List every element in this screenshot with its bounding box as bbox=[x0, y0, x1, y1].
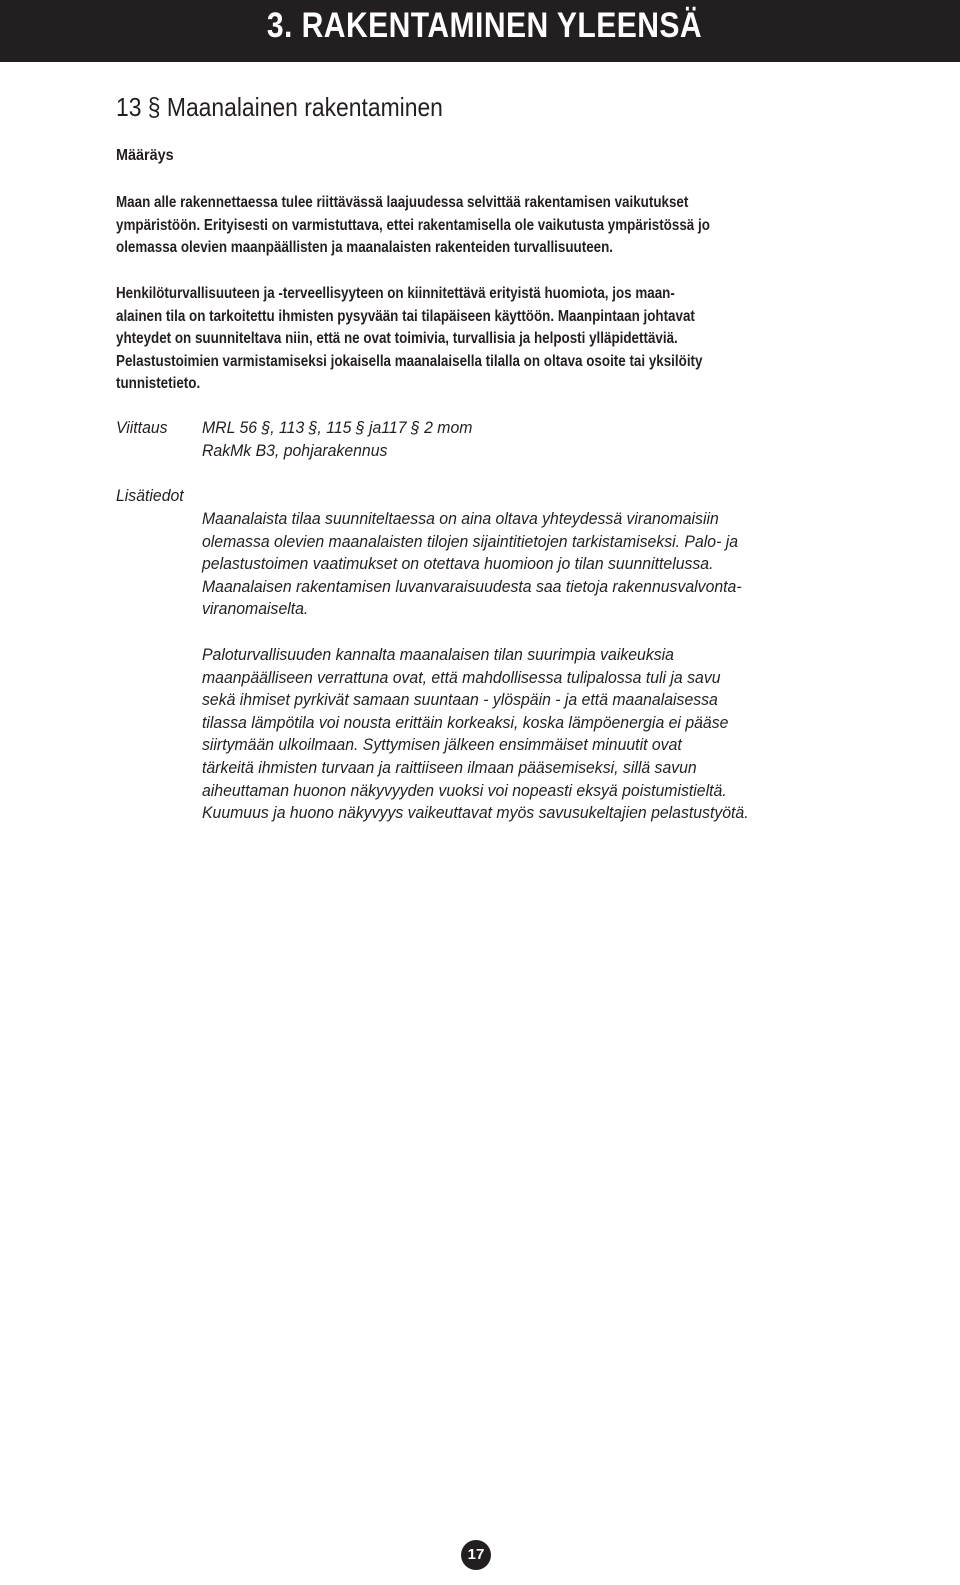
text-line: olemassa olevien maanpäällisten ja maanalaisten rakenteiden turvallisuuteen. bbox=[116, 239, 614, 257]
reference-item: RakMk B3, pohjarakennus bbox=[202, 440, 388, 460]
text-line: Paloturvallisuuden kannalta maanalaisen tilan suurimpia vaikeuksia bbox=[202, 645, 674, 664]
text-line: viranomaiselta. bbox=[202, 599, 309, 619]
text-line: aiheuttaman huonon näkyvyyden vuoksi voi nopeasti eksyä poistumistieltä. bbox=[202, 780, 727, 800]
reference-item: MRL 56 §, 113 §, 115 § ja117 § 2 mom bbox=[202, 418, 473, 437]
text-line: Pelastustoimien varmistamiseksi jokaisella maanalaisella tilalla on oltava osoite tai yksilöity bbox=[116, 352, 703, 370]
text-line: Maanalaisen rakentamisen luvanvaraisuudesta saa tietoja rakennusvalvonta- bbox=[202, 576, 742, 596]
text-line: tunnistetieto. bbox=[116, 375, 201, 393]
section-title: 13 § Maanalainen rakentaminen bbox=[116, 92, 443, 122]
regulation-paragraph-1 bbox=[116, 192, 938, 260]
text-line: Kuumuus ja huono näkyvyys vaikeuttavat myös savusukeltajien pelastustyötä. bbox=[202, 803, 749, 823]
regulation-paragraph-2 bbox=[116, 283, 938, 396]
page-number-badge: 17 bbox=[461, 1540, 491, 1570]
text-line: pelastustoimen vaatimukset on otettava huomioon jo tilan suunnittelussa. bbox=[202, 554, 714, 574]
additional-info-label: Lisätiedot bbox=[116, 486, 184, 505]
text-line: Maan alle rakennettaessa tulee riittävässä laajuudessa selvittää rakentamisen vaikutukset bbox=[116, 194, 689, 211]
text-line: Maanalaista tilaa suunniteltaessa on aina oltava yhteydessä viranomaisiin bbox=[202, 509, 719, 528]
text-line: yhteydet on suunniteltava niin, että ne ovat toimivia, turvallisia ja helposti ylläpidettäviä. bbox=[116, 330, 678, 348]
text-line: siirtymään ulkoilmaan. Syttymisen jälkeen ensimmäiset minuutit ovat bbox=[202, 735, 682, 755]
additional-info-paragraph-1 bbox=[202, 508, 742, 621]
text-line: sekä ihmiset pyrkivät samaan suuntaan - ylöspäin - ja että maanalaisessa bbox=[202, 690, 718, 710]
reference-list bbox=[202, 417, 472, 462]
text-line: olemassa olevien maanalaisten tilojen sijaintitietojen tarkistamiseksi. Palo- ja bbox=[202, 531, 739, 551]
text-line: maanpäälliseen verrattuna ovat, että mahdollisessa tulipalossa tuli ja savu bbox=[202, 667, 721, 687]
reference-label: Viittaus bbox=[116, 418, 168, 437]
text-line: Henkilöturvallisuuteen ja -terveellisyyteen on kiinnitettävä erityistä huomiota, jos maan- bbox=[116, 285, 675, 302]
chapter-title: 3. RAKENTAMINEN YLEENSÄ bbox=[266, 6, 702, 45]
text-line: ympäristöön. Erityisesti on varmistuttava, ettei rakentamisella ole vaikutusta ympäristössä jo bbox=[116, 216, 710, 234]
text-line: tärkeitä ihmisten turvaan ja raittiiseen ilmaan pääsemiseksi, sillä savun bbox=[202, 757, 697, 777]
header-bar bbox=[0, 0, 960, 62]
regulation-label: Määräys bbox=[116, 147, 174, 164]
additional-info-paragraph-2 bbox=[202, 644, 749, 825]
text-line: alainen tila on tarkoitettu ihmisten pysyvään tai tilapäiseen käyttöön. Maanpintaan johtavat bbox=[116, 307, 695, 325]
text-line: tilassa lämpötila voi nousta erittäin korkeaksi, koska lämpöenergia ei pääse bbox=[202, 712, 729, 732]
